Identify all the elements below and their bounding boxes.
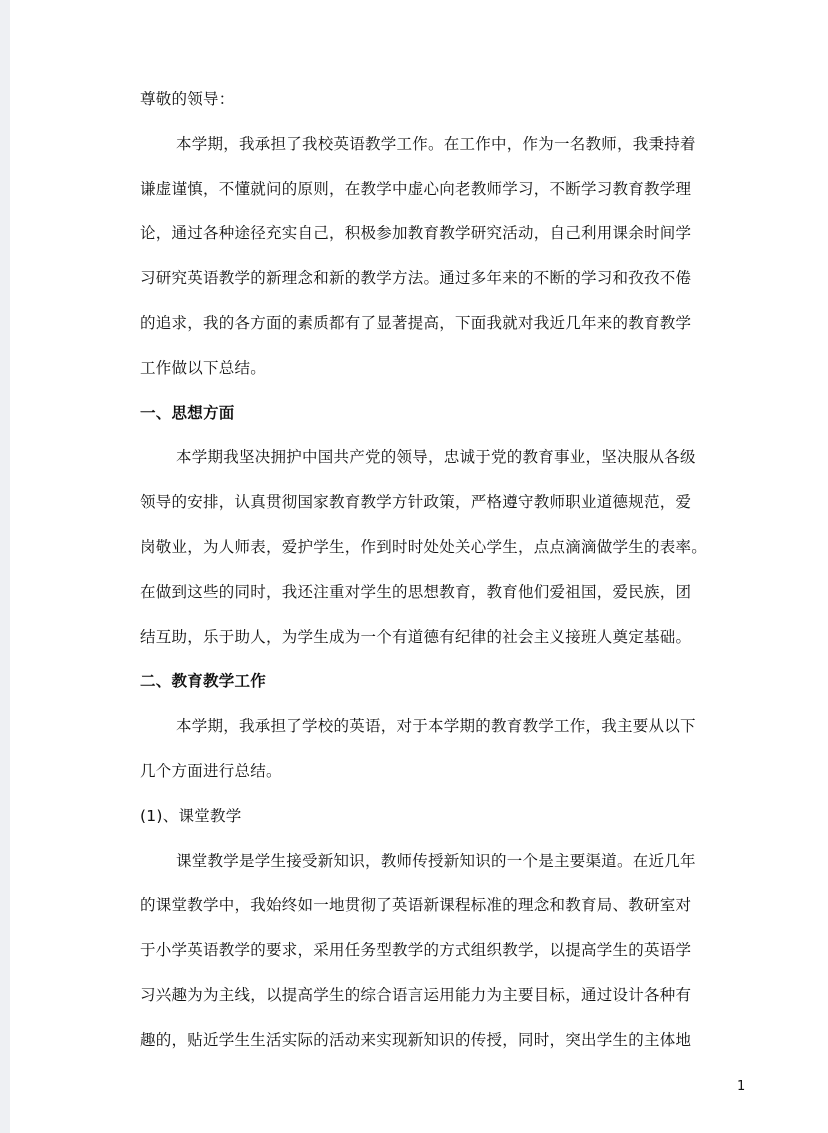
text-line: 于小学英语教学的要求，采用任务型教学的方式组织教学，以提高学生的英语学: [140, 941, 692, 960]
text-line: 的追求，我的各方面的素质都有了显著提高，下面我就对我近几年来的教育教学: [140, 313, 692, 332]
text-line: 习研究英语教学的新理念和新的教学方法。通过多年来的不断的学习和孜孜不倦: [140, 269, 692, 288]
text-line: 工作做以下总结。: [140, 358, 267, 377]
text-line: 尊敬的领导：: [140, 90, 235, 108]
text-line: 本学期，我承担了学校的英语，对于本学期的教育教学工作，我主要从以下: [176, 717, 696, 736]
text-line: 趣的，贴近学生生活实际的活动来实现新知识的传授，同时，突出学生的主体地: [140, 1030, 692, 1049]
text-line: 本学期我坚决拥护中国共产党的领导，忠诚于党的教育事业，坚决服从各级: [176, 448, 696, 467]
text-line: 谦虚谨慎，不懂就问的原则，在教学中虚心向老教师学习，不断学习教育教学理: [140, 179, 692, 198]
text-line: 在做到这些的同时，我还注重对学生的思想教育，教育他们爱祖国，爱民族，团: [140, 582, 692, 601]
text-line: 岗敬业，为人师表，爱护学生，作到时时处处关心学生，点点滴滴做学生的表率。: [140, 537, 708, 556]
text-line: 领导的安排，认真贯彻国家教育教学方针政策，严格遵守教师职业道德规范，爱: [140, 493, 692, 512]
document-body: [140, 77, 760, 1063]
text-line: 习兴趣为为主线，以提高学生的综合语言运用能力为主要目标，通过设计各种有: [140, 985, 692, 1004]
text-line: 几个方面进行总结。: [140, 761, 282, 780]
text-line: 结互助，乐于助人，为学生成为一个有道德有纪律的社会主义接班人奠定基础。: [140, 627, 692, 646]
text-line: 本学期，我承担了我校英语教学工作。在工作中，作为一名教师，我秉持着: [176, 134, 696, 153]
section-heading: 二、教育教学工作: [140, 672, 267, 691]
section-heading: 一、思想方面: [140, 403, 235, 422]
page-edge: [0, 0, 10, 1133]
page-number: 1: [737, 1079, 746, 1094]
text-line: (1)、课堂教学: [140, 806, 242, 825]
text-line: 的课堂教学中，我始终如一地贯彻了英语新课程标准的理念和教育局、教研室对: [140, 896, 692, 915]
text-line: 课堂教学是学生接受新知识，教师传授新知识的一个是主要渠道。在近几年: [176, 851, 696, 870]
text-line: 论，通过各种途径充实自己，积极参加教育教学研究活动，自己利用课余时间学: [140, 224, 692, 243]
